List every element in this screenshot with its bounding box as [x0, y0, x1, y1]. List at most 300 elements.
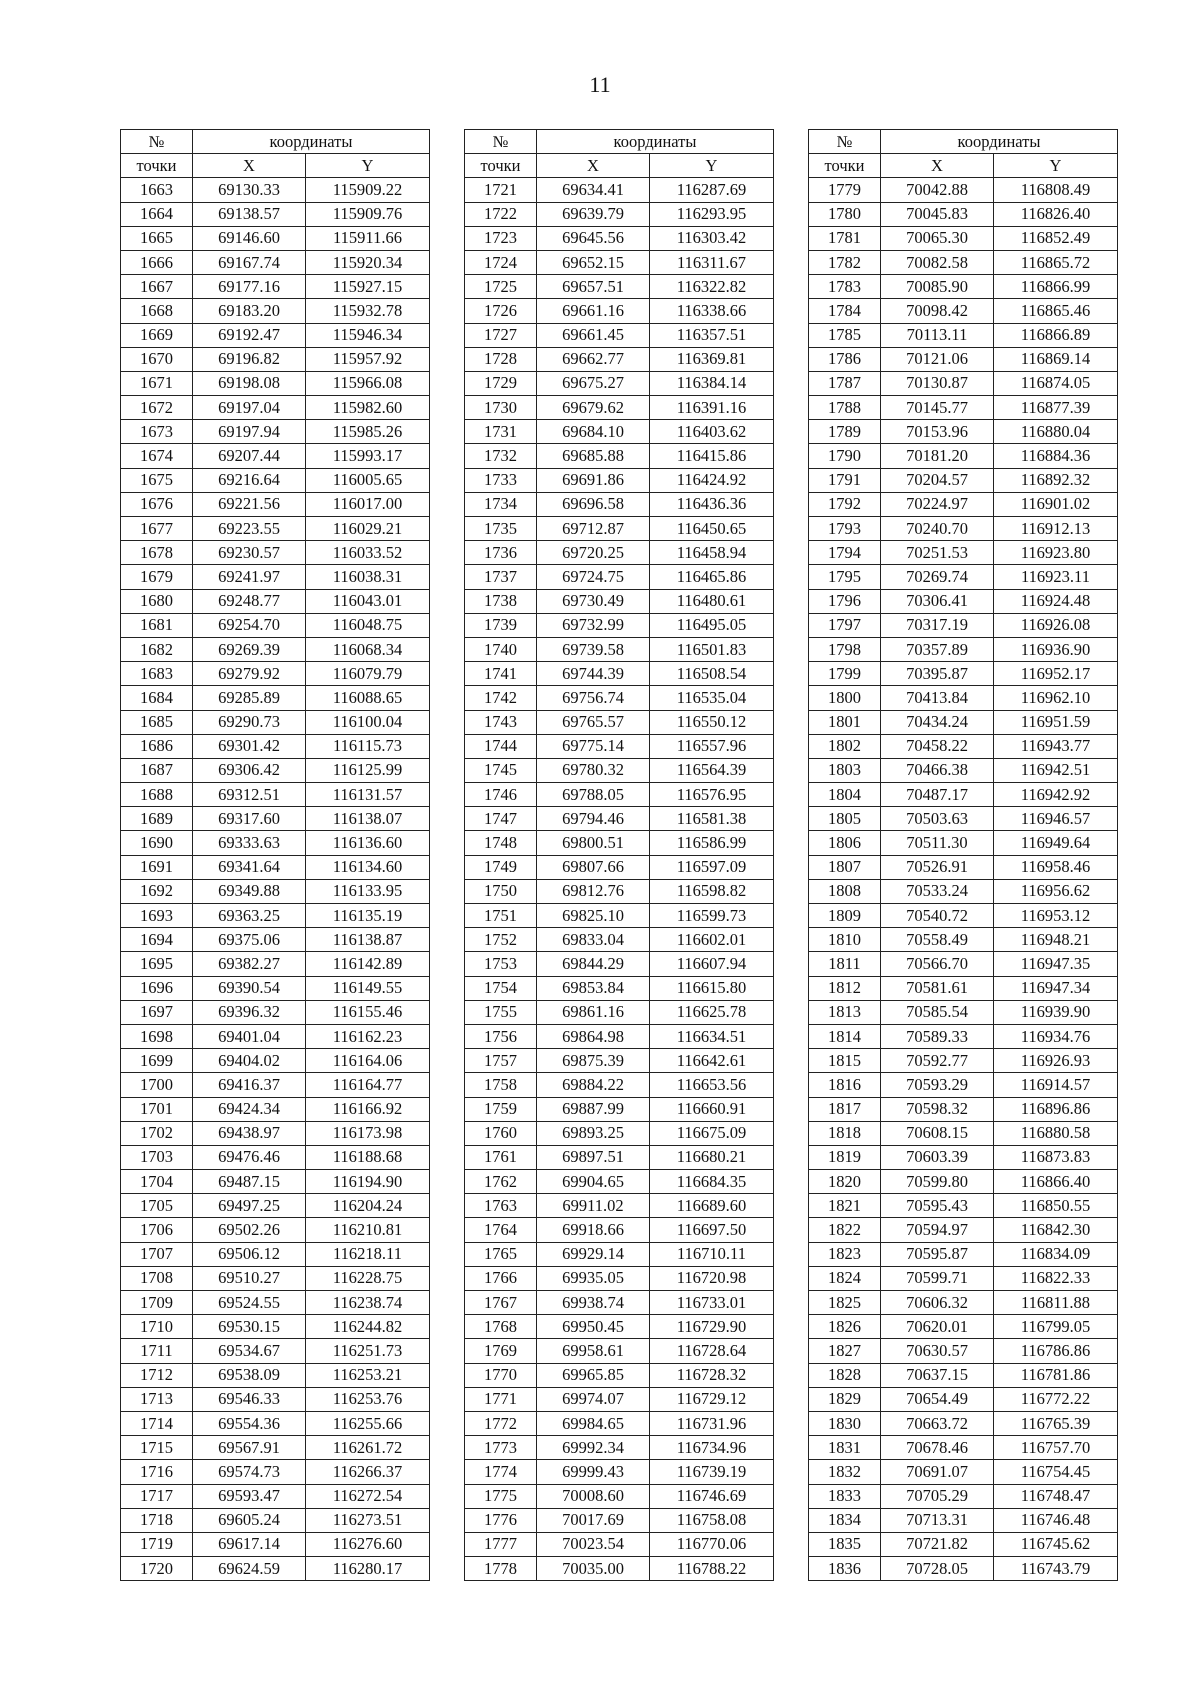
table-row	[121, 517, 430, 541]
x-coordinate-cell: 69800.51	[537, 831, 650, 855]
x-coordinate-cell: 69853.84	[537, 976, 650, 1000]
y-coordinate-cell: 116338.66	[650, 299, 774, 323]
y-coordinate-cell: 115909.76	[306, 202, 430, 226]
y-coordinate-cell: 116746.48	[994, 1508, 1118, 1532]
point-number-cell: 1723	[465, 226, 537, 250]
point-number-cell: 1689	[121, 807, 193, 831]
x-coordinate-cell: 70728.05	[881, 1557, 994, 1581]
x-coordinate-cell: 70224.97	[881, 492, 994, 516]
table-row	[809, 1073, 1118, 1097]
point-number-cell: 1708	[121, 1266, 193, 1290]
y-coordinate-cell: 116942.51	[994, 758, 1118, 782]
x-coordinate-cell: 70306.41	[881, 589, 994, 613]
point-number-cell: 1803	[809, 758, 881, 782]
x-coordinate-cell: 69506.12	[193, 1242, 306, 1266]
x-coordinate-cell: 69404.02	[193, 1049, 306, 1073]
x-coordinate-cell: 69684.10	[537, 420, 650, 444]
table-row	[465, 1484, 774, 1508]
header-row-top	[809, 130, 1118, 154]
x-coordinate-cell: 70487.17	[881, 783, 994, 807]
point-number-cell: 1716	[121, 1460, 193, 1484]
x-coordinate-cell: 69196.82	[193, 347, 306, 371]
point-number-subheader: точки	[465, 154, 537, 178]
point-number-cell: 1709	[121, 1291, 193, 1315]
point-number-cell: 1673	[121, 420, 193, 444]
y-coordinate-cell: 115957.92	[306, 347, 430, 371]
table-row	[121, 1073, 430, 1097]
table-row	[465, 734, 774, 758]
point-number-cell: 1676	[121, 492, 193, 516]
point-number-cell: 1836	[809, 1557, 881, 1581]
x-coordinate-cell: 69950.45	[537, 1315, 650, 1339]
y-coordinate-cell: 116272.54	[306, 1484, 430, 1508]
table-row	[809, 758, 1118, 782]
x-coordinate-cell: 70065.30	[881, 226, 994, 250]
table-row	[809, 1291, 1118, 1315]
x-coordinate-cell: 69675.27	[537, 371, 650, 395]
point-number-cell: 1730	[465, 396, 537, 420]
y-coordinate-cell: 116734.96	[650, 1436, 774, 1460]
y-coordinate-cell: 116926.08	[994, 613, 1118, 637]
point-number-cell: 1823	[809, 1242, 881, 1266]
x-coordinate-cell: 70599.80	[881, 1170, 994, 1194]
point-number-cell: 1780	[809, 202, 881, 226]
point-number-cell: 1798	[809, 637, 881, 661]
table-row	[465, 1460, 774, 1484]
y-coordinate-cell: 116495.05	[650, 613, 774, 637]
point-number-cell: 1767	[465, 1291, 537, 1315]
x-coordinate-cell: 70630.57	[881, 1339, 994, 1363]
point-number-cell: 1742	[465, 686, 537, 710]
y-coordinate-cell: 116273.51	[306, 1508, 430, 1532]
table-row	[121, 1049, 430, 1073]
x-coordinate-cell: 70595.43	[881, 1194, 994, 1218]
y-coordinate-cell: 116598.82	[650, 879, 774, 903]
y-coordinate-cell: 116901.02	[994, 492, 1118, 516]
x-coordinate-cell: 69918.66	[537, 1218, 650, 1242]
table-row	[465, 492, 774, 516]
y-coordinate-cell: 116924.48	[994, 589, 1118, 613]
x-coordinate-cell: 69197.94	[193, 420, 306, 444]
point-number-cell: 1799	[809, 662, 881, 686]
x-coordinate-cell: 69198.08	[193, 371, 306, 395]
table-row	[809, 1097, 1118, 1121]
x-coordinate-cell: 69938.74	[537, 1291, 650, 1315]
table-row	[121, 275, 430, 299]
point-number-cell: 1758	[465, 1073, 537, 1097]
x-coordinate-cell: 70599.71	[881, 1266, 994, 1290]
table-row	[121, 589, 430, 613]
x-coordinate-cell: 69958.61	[537, 1339, 650, 1363]
point-number-cell: 1744	[465, 734, 537, 758]
y-coordinate-cell: 116720.98	[650, 1266, 774, 1290]
table-row	[809, 1194, 1118, 1218]
table-row	[465, 807, 774, 831]
point-number-cell: 1678	[121, 541, 193, 565]
x-coordinate-cell: 69146.60	[193, 226, 306, 250]
y-coordinate-cell: 116255.66	[306, 1411, 430, 1435]
table-row	[121, 1460, 430, 1484]
table-row	[465, 1363, 774, 1387]
y-coordinate-cell: 116729.12	[650, 1387, 774, 1411]
table-row	[465, 1557, 774, 1581]
table-row	[121, 1000, 430, 1024]
table-row	[809, 1460, 1118, 1484]
table-row	[465, 1291, 774, 1315]
y-header: Y	[306, 154, 430, 178]
x-coordinate-cell: 70526.91	[881, 855, 994, 879]
table-row	[465, 250, 774, 274]
point-number-cell: 1743	[465, 710, 537, 734]
x-coordinate-cell: 69679.62	[537, 396, 650, 420]
point-number-cell: 1769	[465, 1339, 537, 1363]
table-row	[465, 1532, 774, 1556]
x-coordinate-cell: 69593.47	[193, 1484, 306, 1508]
x-coordinate-cell: 70130.87	[881, 371, 994, 395]
table-body	[465, 178, 774, 1581]
point-number-header: №	[121, 130, 193, 154]
y-coordinate-cell: 116480.61	[650, 589, 774, 613]
point-number-cell: 1733	[465, 468, 537, 492]
y-coordinate-cell: 116952.17	[994, 662, 1118, 686]
table-row	[121, 565, 430, 589]
x-coordinate-cell: 70585.54	[881, 1000, 994, 1024]
table-row	[809, 831, 1118, 855]
table-row	[465, 1315, 774, 1339]
x-coordinate-cell: 70008.60	[537, 1484, 650, 1508]
point-number-cell: 1818	[809, 1121, 881, 1145]
point-number-cell: 1813	[809, 1000, 881, 1024]
x-coordinate-cell: 69911.02	[537, 1194, 650, 1218]
y-coordinate-cell: 116684.35	[650, 1170, 774, 1194]
y-coordinate-cell: 116586.99	[650, 831, 774, 855]
y-coordinate-cell: 115966.08	[306, 371, 430, 395]
y-coordinate-cell: 116912.13	[994, 517, 1118, 541]
point-number-cell: 1810	[809, 928, 881, 952]
x-coordinate-cell: 70691.07	[881, 1460, 994, 1484]
point-number-cell: 1690	[121, 831, 193, 855]
table-row	[121, 1266, 430, 1290]
x-coordinate-cell: 70017.69	[537, 1508, 650, 1532]
y-coordinate-cell: 115920.34	[306, 250, 430, 274]
point-number-cell: 1782	[809, 250, 881, 274]
y-coordinate-cell: 116384.14	[650, 371, 774, 395]
header-row-top	[465, 130, 774, 154]
x-header: X	[193, 154, 306, 178]
x-coordinate-cell: 69524.55	[193, 1291, 306, 1315]
table-row	[809, 855, 1118, 879]
table-row	[121, 178, 430, 202]
table-row	[121, 250, 430, 274]
y-coordinate-cell: 116125.99	[306, 758, 430, 782]
point-number-cell: 1757	[465, 1049, 537, 1073]
table-row	[121, 855, 430, 879]
point-number-header: №	[465, 130, 537, 154]
y-coordinate-cell: 116865.46	[994, 299, 1118, 323]
x-coordinate-cell: 70608.15	[881, 1121, 994, 1145]
x-coordinate-cell: 69765.57	[537, 710, 650, 734]
point-number-cell: 1688	[121, 783, 193, 807]
y-coordinate-cell: 116866.89	[994, 323, 1118, 347]
x-coordinate-cell: 69645.56	[537, 226, 650, 250]
point-number-header: №	[809, 130, 881, 154]
table-row	[121, 783, 430, 807]
y-coordinate-cell: 116788.22	[650, 1557, 774, 1581]
x-coordinate-cell: 69177.16	[193, 275, 306, 299]
y-coordinate-cell: 116204.24	[306, 1194, 430, 1218]
x-coordinate-cell: 69476.46	[193, 1145, 306, 1169]
table-row	[121, 1363, 430, 1387]
x-coordinate-cell: 69833.04	[537, 928, 650, 952]
x-coordinate-cell: 69301.42	[193, 734, 306, 758]
table-row	[121, 758, 430, 782]
table-body	[121, 178, 430, 1581]
y-coordinate-cell: 116135.19	[306, 904, 430, 928]
table-row	[465, 275, 774, 299]
point-number-cell: 1692	[121, 879, 193, 903]
point-number-cell: 1819	[809, 1145, 881, 1169]
point-number-cell: 1788	[809, 396, 881, 420]
point-number-cell: 1663	[121, 178, 193, 202]
point-number-cell: 1834	[809, 1508, 881, 1532]
table-row	[809, 420, 1118, 444]
point-number-cell: 1763	[465, 1194, 537, 1218]
point-number-cell: 1797	[809, 613, 881, 637]
y-coordinate-cell: 116311.67	[650, 250, 774, 274]
x-coordinate-cell: 69534.67	[193, 1339, 306, 1363]
point-number-cell: 1827	[809, 1339, 881, 1363]
table-row	[465, 758, 774, 782]
table-row	[809, 1145, 1118, 1169]
y-coordinate-cell: 116634.51	[650, 1024, 774, 1048]
x-coordinate-cell: 69732.99	[537, 613, 650, 637]
point-number-cell: 1722	[465, 202, 537, 226]
x-coordinate-cell: 69724.75	[537, 565, 650, 589]
y-coordinate-cell: 116005.65	[306, 468, 430, 492]
point-number-cell: 1811	[809, 952, 881, 976]
point-number-cell: 1687	[121, 758, 193, 782]
point-number-cell: 1674	[121, 444, 193, 468]
table-row	[121, 613, 430, 637]
x-coordinate-cell: 70085.90	[881, 275, 994, 299]
x-coordinate-cell: 69661.45	[537, 323, 650, 347]
x-coordinate-cell: 69639.79	[537, 202, 650, 226]
x-coordinate-cell: 70181.20	[881, 444, 994, 468]
table-row	[809, 589, 1118, 613]
point-number-cell: 1829	[809, 1387, 881, 1411]
y-coordinate-cell: 116772.22	[994, 1387, 1118, 1411]
y-coordinate-cell: 116029.21	[306, 517, 430, 541]
point-number-cell: 1693	[121, 904, 193, 928]
coordinates-table-3	[808, 129, 1118, 1581]
table-row	[809, 783, 1118, 807]
point-number-cell: 1706	[121, 1218, 193, 1242]
table-row	[121, 879, 430, 903]
y-coordinate-cell: 116822.33	[994, 1266, 1118, 1290]
table-row	[121, 202, 430, 226]
point-number-cell: 1777	[465, 1532, 537, 1556]
table-row	[121, 420, 430, 444]
table-row	[809, 299, 1118, 323]
x-coordinate-cell: 70434.24	[881, 710, 994, 734]
x-coordinate-cell: 69538.09	[193, 1363, 306, 1387]
y-coordinate-cell: 116923.80	[994, 541, 1118, 565]
point-number-cell: 1761	[465, 1145, 537, 1169]
point-number-cell: 1828	[809, 1363, 881, 1387]
y-coordinate-cell: 116550.12	[650, 710, 774, 734]
point-number-cell: 1826	[809, 1315, 881, 1339]
y-coordinate-cell: 116048.75	[306, 613, 430, 637]
y-coordinate-cell: 116280.17	[306, 1557, 430, 1581]
point-number-cell: 1696	[121, 976, 193, 1000]
y-coordinate-cell: 115946.34	[306, 323, 430, 347]
x-coordinate-cell: 70466.38	[881, 758, 994, 782]
x-coordinate-cell: 69652.15	[537, 250, 650, 274]
point-number-cell: 1791	[809, 468, 881, 492]
table-row	[121, 1024, 430, 1048]
point-number-cell: 1764	[465, 1218, 537, 1242]
table-row	[465, 613, 774, 637]
y-coordinate-cell: 116697.50	[650, 1218, 774, 1242]
x-coordinate-cell: 69605.24	[193, 1508, 306, 1532]
table-row	[465, 178, 774, 202]
table-row	[465, 1049, 774, 1073]
y-coordinate-cell: 116508.54	[650, 662, 774, 686]
table-row	[121, 710, 430, 734]
x-coordinate-cell: 69657.51	[537, 275, 650, 299]
header-row-bottom	[465, 154, 774, 178]
table-row	[121, 1097, 430, 1121]
table-row	[465, 396, 774, 420]
y-coordinate-cell: 116731.96	[650, 1411, 774, 1435]
point-number-cell: 1711	[121, 1339, 193, 1363]
y-coordinate-cell: 116357.51	[650, 323, 774, 347]
y-coordinate-cell: 116962.10	[994, 686, 1118, 710]
point-number-cell: 1735	[465, 517, 537, 541]
x-coordinate-cell: 69974.07	[537, 1387, 650, 1411]
table-row	[465, 928, 774, 952]
coordinates-table-2	[464, 129, 774, 1581]
y-coordinate-cell: 116949.64	[994, 831, 1118, 855]
y-coordinate-cell: 116218.11	[306, 1242, 430, 1266]
point-number-cell: 1833	[809, 1484, 881, 1508]
point-number-cell: 1779	[809, 178, 881, 202]
point-number-cell: 1814	[809, 1024, 881, 1048]
x-coordinate-cell: 70023.54	[537, 1532, 650, 1556]
table-row	[809, 444, 1118, 468]
y-coordinate-cell: 115932.78	[306, 299, 430, 323]
point-number-cell: 1675	[121, 468, 193, 492]
x-coordinate-cell: 69574.73	[193, 1460, 306, 1484]
y-coordinate-cell: 116424.92	[650, 468, 774, 492]
y-coordinate-cell: 116602.01	[650, 928, 774, 952]
x-coordinate-cell: 69794.46	[537, 807, 650, 831]
x-header: X	[881, 154, 994, 178]
y-coordinate-cell: 116253.21	[306, 1363, 430, 1387]
table-row	[809, 734, 1118, 758]
y-coordinate-cell: 116956.62	[994, 879, 1118, 903]
x-coordinate-cell: 70317.19	[881, 613, 994, 637]
x-coordinate-cell: 69812.76	[537, 879, 650, 903]
table-row	[809, 1170, 1118, 1194]
y-coordinate-cell: 116675.09	[650, 1121, 774, 1145]
point-number-cell: 1719	[121, 1532, 193, 1556]
table-row	[465, 1387, 774, 1411]
y-coordinate-cell: 116136.60	[306, 831, 430, 855]
table-row	[809, 565, 1118, 589]
x-coordinate-cell: 70458.22	[881, 734, 994, 758]
table-row	[465, 1170, 774, 1194]
y-coordinate-cell: 116880.58	[994, 1121, 1118, 1145]
y-coordinate-cell: 116710.11	[650, 1242, 774, 1266]
table-row	[121, 1170, 430, 1194]
y-coordinate-cell: 116261.72	[306, 1436, 430, 1460]
point-number-cell: 1668	[121, 299, 193, 323]
x-coordinate-cell: 69254.70	[193, 613, 306, 637]
table-row	[809, 1024, 1118, 1048]
x-coordinate-cell: 70589.33	[881, 1024, 994, 1048]
x-coordinate-cell: 69375.06	[193, 928, 306, 952]
point-number-cell: 1774	[465, 1460, 537, 1484]
y-coordinate-cell: 116134.60	[306, 855, 430, 879]
table-row	[809, 1387, 1118, 1411]
y-coordinate-cell: 116939.90	[994, 1000, 1118, 1024]
y-coordinate-cell: 116880.04	[994, 420, 1118, 444]
x-coordinate-cell: 69775.14	[537, 734, 650, 758]
point-number-subheader: точки	[121, 154, 193, 178]
table-row	[809, 202, 1118, 226]
table-row	[121, 299, 430, 323]
point-number-cell: 1793	[809, 517, 881, 541]
y-coordinate-cell: 116322.82	[650, 275, 774, 299]
x-coordinate-cell: 69904.65	[537, 1170, 650, 1194]
y-coordinate-cell: 116557.96	[650, 734, 774, 758]
x-coordinate-cell: 69662.77	[537, 347, 650, 371]
y-coordinate-cell: 116757.70	[994, 1436, 1118, 1460]
table-row	[809, 976, 1118, 1000]
point-number-cell: 1825	[809, 1291, 881, 1315]
x-coordinate-cell: 70540.72	[881, 904, 994, 928]
x-coordinate-cell: 69992.34	[537, 1436, 650, 1460]
y-coordinate-cell: 116943.77	[994, 734, 1118, 758]
x-coordinate-cell: 70395.87	[881, 662, 994, 686]
y-coordinate-cell: 116743.79	[994, 1557, 1118, 1581]
x-coordinate-cell: 69130.33	[193, 178, 306, 202]
table-row	[809, 250, 1118, 274]
y-coordinate-cell: 115985.26	[306, 420, 430, 444]
point-number-cell: 1682	[121, 637, 193, 661]
y-coordinate-cell: 116253.76	[306, 1387, 430, 1411]
y-coordinate-cell: 116164.06	[306, 1049, 430, 1073]
page-number: 11	[589, 72, 611, 97]
coordinates-header: координаты	[537, 130, 774, 154]
y-coordinate-cell: 116166.92	[306, 1097, 430, 1121]
y-coordinate-cell: 116947.34	[994, 976, 1118, 1000]
table-row	[809, 1532, 1118, 1556]
point-number-subheader: точки	[809, 154, 881, 178]
x-coordinate-cell: 69554.36	[193, 1411, 306, 1435]
point-number-cell: 1835	[809, 1532, 881, 1556]
x-coordinate-cell: 69756.74	[537, 686, 650, 710]
y-coordinate-cell: 116535.04	[650, 686, 774, 710]
y-coordinate-cell: 116088.65	[306, 686, 430, 710]
y-coordinate-cell: 116210.81	[306, 1218, 430, 1242]
y-coordinate-cell: 116369.81	[650, 347, 774, 371]
point-number-cell: 1713	[121, 1387, 193, 1411]
point-number-cell: 1710	[121, 1315, 193, 1339]
point-number-cell: 1751	[465, 904, 537, 928]
point-number-cell: 1712	[121, 1363, 193, 1387]
